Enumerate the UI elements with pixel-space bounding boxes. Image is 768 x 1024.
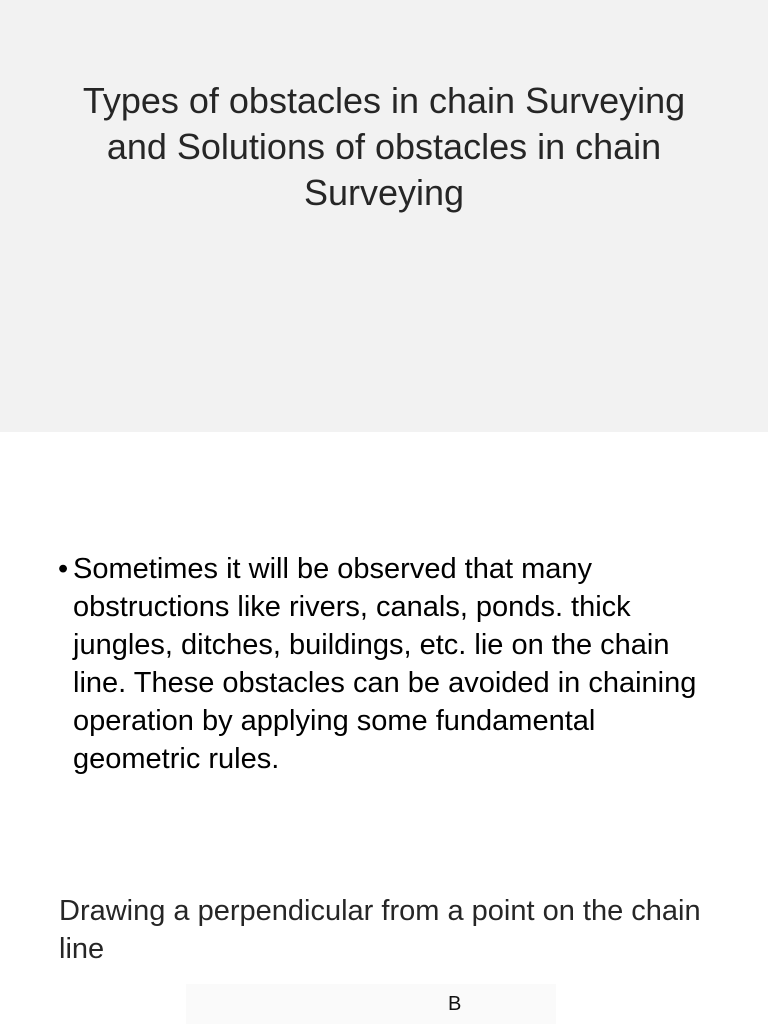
title-slide (0, 0, 768, 432)
perpendicular-diagram (186, 984, 556, 1024)
content-slide (0, 432, 768, 1024)
bullet-text: Sometimes it will be observed that many obstructions like rivers, canals, ponds. thick jungles, ditches, buildings, etc. lie on the chain line. These obstacles can be avoided in chaining operation by applying some fundamental geometric rules. (73, 553, 697, 775)
section-subheading: Drawing a perpendicular from a point on the chain line (59, 895, 701, 965)
diagram-lines (186, 984, 556, 1024)
bullet-icon: • (58, 553, 69, 585)
diagram-point-label: B (448, 993, 462, 1015)
slide-title: Types of obstacles in chain Surveying and Solutions of obstacles in chain Surveying (82, 80, 686, 213)
bullet-point (58, 550, 708, 778)
